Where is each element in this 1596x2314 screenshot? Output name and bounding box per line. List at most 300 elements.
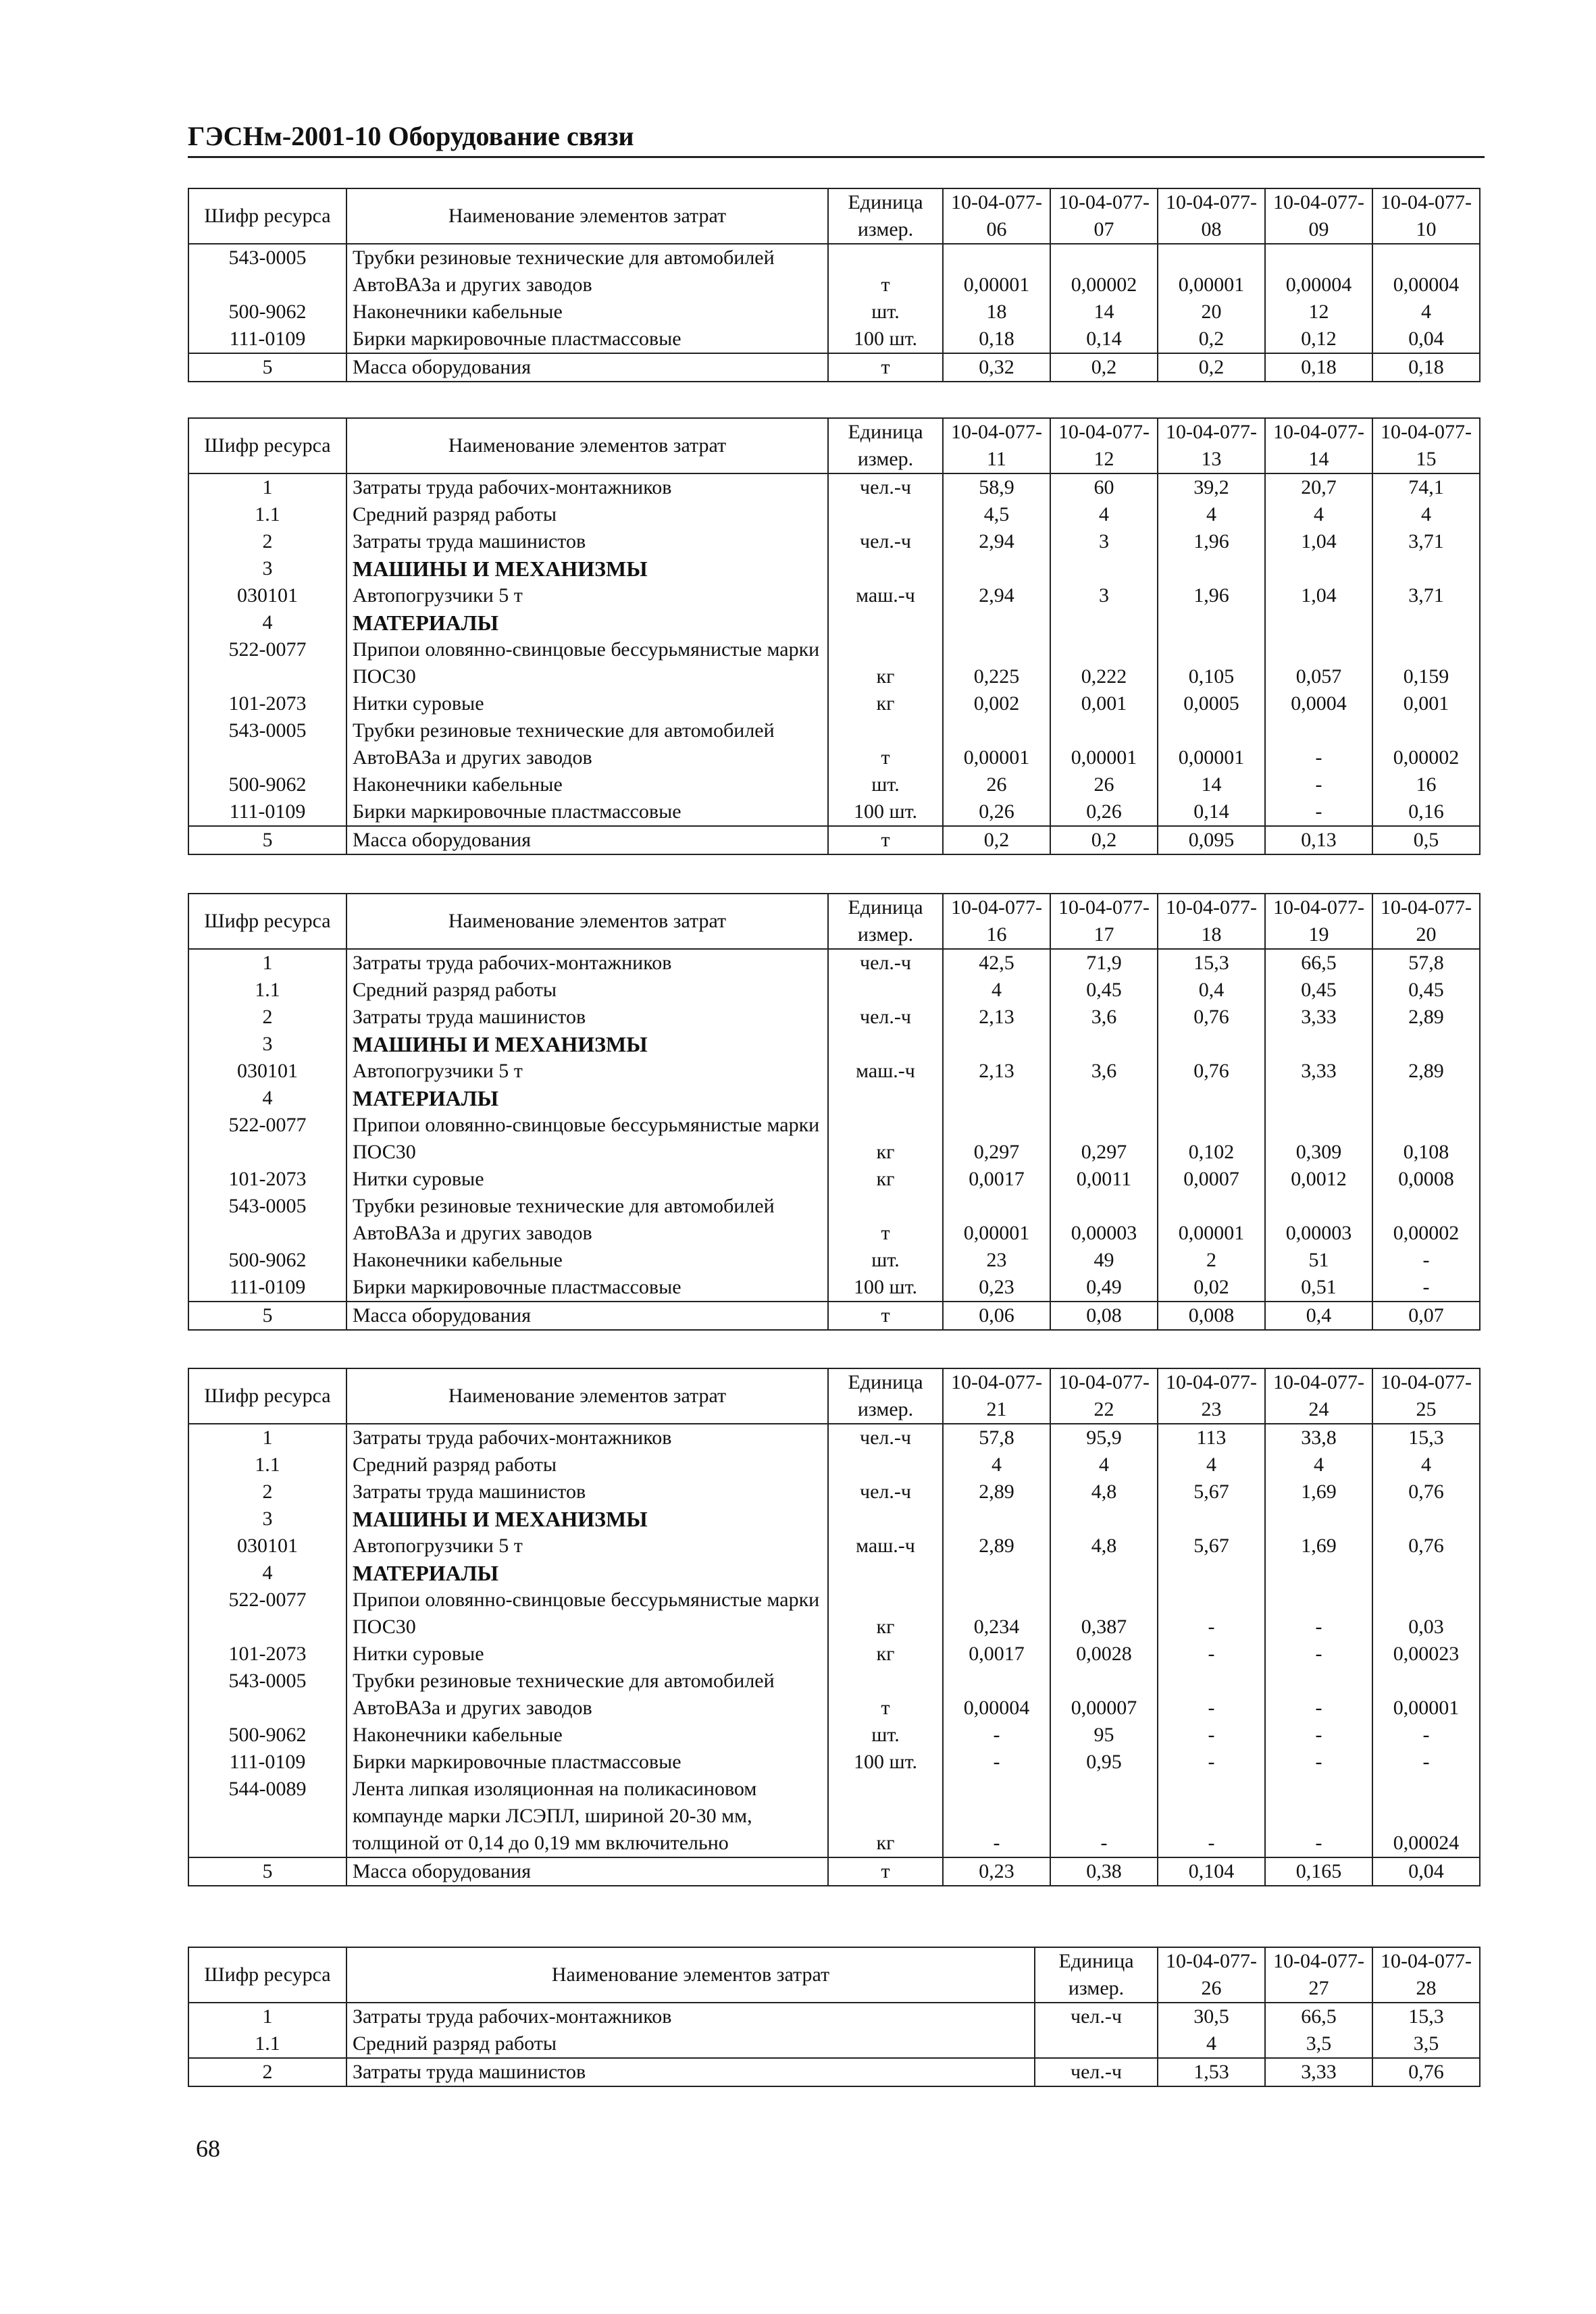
- resource-code: 2: [188, 1479, 346, 1506]
- resource-name: МАШИНЫ И МЕХАНИЗМЫ: [346, 1031, 828, 1058]
- rate-value: 4: [943, 1451, 1050, 1479]
- header-rate: 10-04-077-16: [943, 894, 1050, 949]
- rate-value: 4,8: [1050, 1533, 1158, 1560]
- table-row: [188, 1112, 1480, 1166]
- rate-value: 0,16: [1372, 798, 1480, 826]
- resource-name: Наконечники кабельные: [346, 1247, 828, 1274]
- rate-value: [1050, 609, 1158, 636]
- header-rate: 10-04-077-23: [1158, 1368, 1265, 1424]
- rate-value: 0,00001: [1050, 717, 1158, 771]
- resource-code: 030101: [188, 582, 346, 609]
- header-unit: Единица измер.: [828, 188, 943, 244]
- rate-value: 20: [1158, 299, 1265, 326]
- resource-unit: [828, 1031, 943, 1058]
- resource-name: Бирки маркировочные пластмассовые: [346, 1749, 828, 1776]
- rate-value: 5,67: [1158, 1479, 1265, 1506]
- resource-unit: [828, 977, 943, 1004]
- rate-value: -: [943, 1776, 1050, 1857]
- rate-value: 1,04: [1265, 528, 1372, 555]
- rate-value: 0,0004: [1265, 690, 1372, 717]
- rate-value: 2,13: [943, 1004, 1050, 1031]
- table-row: [188, 1166, 1480, 1193]
- rate-value: 0,12: [1265, 326, 1372, 353]
- rate-value: 3,5: [1265, 2030, 1372, 2058]
- rate-value: 0,00002: [1050, 244, 1158, 299]
- rate-value: 0,00001: [1158, 1193, 1265, 1247]
- rate-value: 0,95: [1050, 1749, 1158, 1776]
- resource-code: 2: [188, 1004, 346, 1031]
- resource-code: 4: [188, 609, 346, 636]
- resource-name: Лента липкая изоляционная на поликасиновом компаунде марки ЛСЭПЛ, шириной 20-30 мм, толщиной от 0,14 до 0,19 мм включительно: [346, 1776, 828, 1857]
- resource-unit: [828, 1506, 943, 1533]
- table-row: [188, 1533, 1480, 1560]
- resource-name: Автопогрузчики 5 т: [346, 1533, 828, 1560]
- header-rate: 10-04-077-14: [1265, 418, 1372, 473]
- header-rate: 10-04-077-15: [1372, 418, 1480, 473]
- header-code: Шифр ресурса: [188, 418, 346, 473]
- rate-value: 42,5: [943, 949, 1050, 977]
- rate-value: -: [1158, 1776, 1265, 1857]
- rate-value: 18: [943, 299, 1050, 326]
- rate-value: 0,2: [1050, 353, 1158, 382]
- header-rate: 10-04-077-19: [1265, 894, 1372, 949]
- rate-value: 0,0008: [1372, 1166, 1480, 1193]
- resource-unit: т: [828, 1193, 943, 1247]
- rate-value: [1050, 1560, 1158, 1587]
- rate-value: [1158, 1560, 1265, 1587]
- rate-value: 14: [1050, 299, 1158, 326]
- rate-value: -: [1050, 1776, 1158, 1857]
- resource-unit: т: [828, 826, 943, 854]
- rate-value: 0,0017: [943, 1166, 1050, 1193]
- rate-value: 0,2: [1050, 826, 1158, 854]
- table-row: [188, 1424, 1480, 1451]
- rate-value: 39,2: [1158, 473, 1265, 501]
- header-unit: Единица измер.: [828, 418, 943, 473]
- rate-value: 60: [1050, 473, 1158, 501]
- rate-value: -: [1265, 1587, 1372, 1641]
- resource-code: 3: [188, 1506, 346, 1533]
- resource-unit: шт.: [828, 299, 943, 326]
- rate-value: 4: [1372, 1451, 1480, 1479]
- resource-code: 111-0109: [188, 1749, 346, 1776]
- rate-value: 0,76: [1372, 1533, 1480, 1560]
- table-row: [188, 1479, 1480, 1506]
- rate-value: 20,7: [1265, 473, 1372, 501]
- rate-value: -: [1265, 1749, 1372, 1776]
- resource-name: Трубки резиновые технические для автомобилей АвтоВАЗа и других заводов: [346, 244, 828, 299]
- resource-name: Масса оборудования: [346, 1302, 828, 1330]
- rate-value: 2,89: [1372, 1058, 1480, 1085]
- table-row: [188, 1587, 1480, 1641]
- rate-value: 2,13: [943, 1058, 1050, 1085]
- rate-value: -: [1158, 1722, 1265, 1749]
- rate-value: 71,9: [1050, 949, 1158, 977]
- resource-name: Припои оловянно-свинцовые бессурьмянистые марки ПОС30: [346, 1112, 828, 1166]
- rate-value: [1372, 555, 1480, 582]
- resource-code: 543-0005: [188, 717, 346, 771]
- resource-unit: чел.-ч: [1035, 2058, 1158, 2086]
- header-unit: Единица измер.: [1035, 1947, 1158, 2003]
- rate-value: [1372, 1085, 1480, 1112]
- resource-unit: кг: [828, 1641, 943, 1668]
- resource-code: 1.1: [188, 977, 346, 1004]
- rate-value: [1372, 1560, 1480, 1587]
- rate-value: 0,5: [1372, 826, 1480, 854]
- rate-value: 51: [1265, 1247, 1372, 1274]
- rate-value: 3,6: [1050, 1004, 1158, 1031]
- rate-value: -: [1372, 1247, 1480, 1274]
- rate-value: 0,00001: [1158, 244, 1265, 299]
- page-header: [188, 120, 1485, 158]
- rate-value: 0,105: [1158, 636, 1265, 690]
- rate-value: [1158, 1031, 1265, 1058]
- resource-unit: 100 шт.: [828, 798, 943, 826]
- resource-code: 4: [188, 1560, 346, 1587]
- resource-name: Затраты труда рабочих-монтажников: [346, 473, 828, 501]
- rate-value: -: [1158, 1587, 1265, 1641]
- rate-value: -: [1265, 798, 1372, 826]
- resource-name: Затраты труда рабочих-монтажников: [346, 949, 828, 977]
- header-unit: Единица измер.: [828, 1368, 943, 1424]
- rate-value: [1158, 555, 1265, 582]
- rate-value: 95,9: [1050, 1424, 1158, 1451]
- rate-value: 0,2: [1158, 326, 1265, 353]
- header-rate: 10-04-077-11: [943, 418, 1050, 473]
- rate-value: 0,76: [1372, 2058, 1480, 2086]
- resource-code: 5: [188, 1857, 346, 1886]
- table-row: [188, 636, 1480, 690]
- rate-value: [1372, 1506, 1480, 1533]
- rate-value: 0,008: [1158, 1302, 1265, 1330]
- resource-code: 101-2073: [188, 690, 346, 717]
- table-row: [188, 1193, 1480, 1247]
- resource-code: 1.1: [188, 501, 346, 528]
- resource-name: Трубки резиновые технические для автомобилей АвтоВАЗа и других заводов: [346, 717, 828, 771]
- resource-table-4: [188, 1368, 1481, 1886]
- rate-value: [1158, 609, 1265, 636]
- rate-value: 0,02: [1158, 1274, 1265, 1302]
- rate-value: 30,5: [1158, 2003, 1265, 2030]
- rate-value: 0,76: [1372, 1479, 1480, 1506]
- resource-table-5: [188, 1947, 1481, 2087]
- resource-name: Затраты труда машинистов: [346, 528, 828, 555]
- table-row: [188, 977, 1480, 1004]
- rate-value: [1265, 1506, 1372, 1533]
- rate-value: 2,89: [1372, 1004, 1480, 1031]
- resource-unit: 100 шт.: [828, 1274, 943, 1302]
- rate-value: 3,6: [1050, 1058, 1158, 1085]
- resource-name: Средний разряд работы: [346, 1451, 828, 1479]
- rate-value: -: [1265, 771, 1372, 798]
- rate-value: 0,0028: [1050, 1641, 1158, 1668]
- resource-code: 5: [188, 826, 346, 854]
- header-name: Наименование элементов затрат: [346, 188, 828, 244]
- resource-code: 500-9062: [188, 771, 346, 798]
- rate-value: 1,69: [1265, 1479, 1372, 1506]
- rate-value: -: [1158, 1641, 1265, 1668]
- resource-code: 1: [188, 2003, 346, 2030]
- resource-unit: кг: [828, 1112, 943, 1166]
- rate-value: 1,53: [1158, 2058, 1265, 2086]
- rate-value: 0,225: [943, 636, 1050, 690]
- table-row: [188, 1058, 1480, 1085]
- table-row: [188, 555, 1480, 582]
- rate-value: 0,387: [1050, 1587, 1158, 1641]
- rate-value: [943, 1085, 1050, 1112]
- rate-value: 2: [1158, 1247, 1265, 1274]
- table-row: [188, 1274, 1480, 1302]
- rate-value: 2,94: [943, 582, 1050, 609]
- resource-name: Бирки маркировочные пластмассовые: [346, 326, 828, 353]
- rate-value: 0,00007: [1050, 1668, 1158, 1722]
- table-row: [188, 2003, 1480, 2030]
- resource-unit: кг: [828, 1166, 943, 1193]
- header-code: Шифр ресурса: [188, 1947, 346, 2003]
- rate-value: -: [943, 1749, 1050, 1776]
- resource-code: 500-9062: [188, 299, 346, 326]
- rate-value: -: [1265, 1722, 1372, 1749]
- resource-unit: 100 шт.: [828, 1749, 943, 1776]
- resource-name: МАТЕРИАЛЫ: [346, 1085, 828, 1112]
- rate-value: 0,297: [1050, 1112, 1158, 1166]
- resource-code: 543-0005: [188, 1668, 346, 1722]
- header-code: Шифр ресурса: [188, 188, 346, 244]
- table-row: [188, 1560, 1480, 1587]
- header-name: Наименование элементов затрат: [346, 1368, 828, 1424]
- rate-value: 0,108: [1372, 1112, 1480, 1166]
- resource-name: Нитки суровые: [346, 1641, 828, 1668]
- rate-value: 0,4: [1265, 1302, 1372, 1330]
- rate-value: [943, 1031, 1050, 1058]
- rate-value: 0,00004: [1265, 244, 1372, 299]
- rate-value: 4: [1158, 1451, 1265, 1479]
- rate-value: -: [1372, 1749, 1480, 1776]
- resource-table-3: [188, 893, 1481, 1331]
- resource-unit: т: [828, 244, 943, 299]
- resource-name: Масса оборудования: [346, 353, 828, 382]
- table-row: [188, 1776, 1480, 1857]
- rate-value: 1,04: [1265, 582, 1372, 609]
- rate-value: 2,89: [943, 1533, 1050, 1560]
- resource-name: МАШИНЫ И МЕХАНИЗМЫ: [346, 1506, 828, 1533]
- rate-value: 0,49: [1050, 1274, 1158, 1302]
- resource-code: 1.1: [188, 2030, 346, 2058]
- rate-value: 0,76: [1158, 1058, 1265, 1085]
- rate-value: 3,71: [1372, 582, 1480, 609]
- rate-value: [943, 1506, 1050, 1533]
- header-rate: 10-04-077-18: [1158, 894, 1265, 949]
- rate-value: 1,96: [1158, 582, 1265, 609]
- rate-value: 16: [1372, 771, 1480, 798]
- rate-value: 0,51: [1265, 1274, 1372, 1302]
- resource-unit: чел.-ч: [1035, 2003, 1158, 2030]
- rate-value: 33,8: [1265, 1424, 1372, 1451]
- resource-code: 543-0005: [188, 1193, 346, 1247]
- rate-value: 57,8: [1372, 949, 1480, 977]
- rate-value: [943, 609, 1050, 636]
- table-row: [188, 690, 1480, 717]
- table-row: [188, 798, 1480, 826]
- rate-value: 26: [1050, 771, 1158, 798]
- rate-value: 113: [1158, 1424, 1265, 1451]
- header-rate: 10-04-077-13: [1158, 418, 1265, 473]
- table-row: [188, 582, 1480, 609]
- rate-value: 0,00001: [1372, 1668, 1480, 1722]
- rate-value: 95: [1050, 1722, 1158, 1749]
- resource-name: Средний разряд работы: [346, 2030, 1035, 2058]
- table-row: [188, 353, 1480, 382]
- header-name: Наименование элементов затрат: [346, 894, 828, 949]
- rate-value: 0,0011: [1050, 1166, 1158, 1193]
- rate-value: 3,33: [1265, 1004, 1372, 1031]
- rate-value: [1372, 609, 1480, 636]
- rate-value: 0,0012: [1265, 1166, 1372, 1193]
- rate-value: 3: [1050, 582, 1158, 609]
- resource-unit: [828, 501, 943, 528]
- rate-value: 0,00004: [943, 1668, 1050, 1722]
- rate-value: 0,00003: [1050, 1193, 1158, 1247]
- resource-unit: шт.: [828, 1722, 943, 1749]
- rate-value: 0,76: [1158, 1004, 1265, 1031]
- rate-value: [1050, 1085, 1158, 1112]
- header-rate: 10-04-077-17: [1050, 894, 1158, 949]
- rate-value: 2,94: [943, 528, 1050, 555]
- resource-code: 3: [188, 1031, 346, 1058]
- rate-value: 1,69: [1265, 1533, 1372, 1560]
- rate-value: 4: [943, 977, 1050, 1004]
- resource-table-2: [188, 417, 1481, 855]
- resource-name: Автопогрузчики 5 т: [346, 582, 828, 609]
- table-row: [188, 501, 1480, 528]
- resource-unit: чел.-ч: [828, 528, 943, 555]
- resource-name: Нитки суровые: [346, 1166, 828, 1193]
- resource-name: Наконечники кабельные: [346, 299, 828, 326]
- resource-name: Средний разряд работы: [346, 977, 828, 1004]
- header-rate: 10-04-077-27: [1265, 1947, 1372, 2003]
- rate-value: 0,00002: [1372, 1193, 1480, 1247]
- resource-code: 500-9062: [188, 1722, 346, 1749]
- resource-table-1: [188, 188, 1481, 382]
- rate-value: 0,102: [1158, 1112, 1265, 1166]
- resource-unit: т: [828, 1668, 943, 1722]
- rate-value: 3,33: [1265, 1058, 1372, 1085]
- rate-value: 66,5: [1265, 2003, 1372, 2030]
- resource-unit: кг: [828, 1587, 943, 1641]
- rate-value: 4,5: [943, 501, 1050, 528]
- rate-value: 0,18: [943, 326, 1050, 353]
- rate-value: 14: [1158, 771, 1265, 798]
- rate-value: 0,26: [1050, 798, 1158, 826]
- rate-value: 3,33: [1265, 2058, 1372, 2086]
- rate-value: 0,00003: [1265, 1193, 1372, 1247]
- page-number: 68: [196, 2135, 220, 2162]
- resource-unit: кг: [828, 636, 943, 690]
- header-rate: 10-04-077-22: [1050, 1368, 1158, 1424]
- rate-value: 0,2: [943, 826, 1050, 854]
- rate-value: 0,04: [1372, 1857, 1480, 1886]
- header-rate: 10-04-077-25: [1372, 1368, 1480, 1424]
- table-row: [188, 1506, 1480, 1533]
- rate-value: 15,3: [1372, 1424, 1480, 1451]
- table-row: [188, 1004, 1480, 1031]
- rate-value: [1265, 1031, 1372, 1058]
- header-rate: 10-04-077-20: [1372, 894, 1480, 949]
- table-row: [188, 949, 1480, 977]
- header-rate: 10-04-077-12: [1050, 418, 1158, 473]
- resource-name: Автопогрузчики 5 т: [346, 1058, 828, 1085]
- rate-value: 0,45: [1265, 977, 1372, 1004]
- header-name: Наименование элементов затрат: [346, 418, 828, 473]
- rate-value: 4: [1372, 299, 1480, 326]
- resource-unit: [828, 555, 943, 582]
- rate-value: [1265, 1560, 1372, 1587]
- resource-unit: кг: [828, 1776, 943, 1857]
- rate-value: 4: [1372, 501, 1480, 528]
- header-unit: Единица измер.: [828, 894, 943, 949]
- header-rate: 10-04-077-10: [1372, 188, 1480, 244]
- resource-name: МАШИНЫ И МЕХАНИЗМЫ: [346, 555, 828, 582]
- resource-name: Масса оборудования: [346, 826, 828, 854]
- resource-code: 1: [188, 949, 346, 977]
- resource-unit: шт.: [828, 771, 943, 798]
- resource-code: 522-0077: [188, 1587, 346, 1641]
- rate-value: 0,104: [1158, 1857, 1265, 1886]
- header-rate: 10-04-077-07: [1050, 188, 1158, 244]
- rate-value: 3,5: [1372, 2030, 1480, 2058]
- rate-value: 0,06: [943, 1302, 1050, 1330]
- rate-value: -: [1372, 1274, 1480, 1302]
- resource-name: Затраты труда машинистов: [346, 2058, 1035, 2086]
- resource-name: МАТЕРИАЛЫ: [346, 609, 828, 636]
- resource-code: 030101: [188, 1058, 346, 1085]
- rate-value: 49: [1050, 1247, 1158, 1274]
- rate-value: 0,23: [943, 1274, 1050, 1302]
- rate-value: -: [1158, 1668, 1265, 1722]
- rate-value: -: [1372, 1722, 1480, 1749]
- resource-code: 543-0005: [188, 244, 346, 299]
- rate-value: -: [1265, 1776, 1372, 1857]
- rate-value: 3: [1050, 528, 1158, 555]
- resource-name: Наконечники кабельные: [346, 1722, 828, 1749]
- rate-value: [1158, 1506, 1265, 1533]
- resource-name: Затраты труда рабочих-монтажников: [346, 1424, 828, 1451]
- table-row: [188, 1451, 1480, 1479]
- rate-value: 0,002: [943, 690, 1050, 717]
- rate-value: 15,3: [1158, 949, 1265, 977]
- resource-name: Затраты труда машинистов: [346, 1004, 828, 1031]
- resource-unit: т: [828, 717, 943, 771]
- table-row: [188, 473, 1480, 501]
- rate-value: [1372, 1031, 1480, 1058]
- rate-value: 26: [943, 771, 1050, 798]
- resource-code: 101-2073: [188, 1641, 346, 1668]
- header-rate: 10-04-077-24: [1265, 1368, 1372, 1424]
- table-row: [188, 326, 1480, 353]
- rate-value: -: [1265, 717, 1372, 771]
- table-row: [188, 1085, 1480, 1112]
- table-row: [188, 826, 1480, 854]
- rate-value: 0,26: [943, 798, 1050, 826]
- resource-unit: чел.-ч: [828, 949, 943, 977]
- resource-code: 111-0109: [188, 326, 346, 353]
- rate-value: 23: [943, 1247, 1050, 1274]
- rate-value: [1050, 555, 1158, 582]
- header-code: Шифр ресурса: [188, 1368, 346, 1424]
- resource-code: 1: [188, 473, 346, 501]
- resource-name: Бирки маркировочные пластмассовые: [346, 798, 828, 826]
- resource-code: 111-0109: [188, 1274, 346, 1302]
